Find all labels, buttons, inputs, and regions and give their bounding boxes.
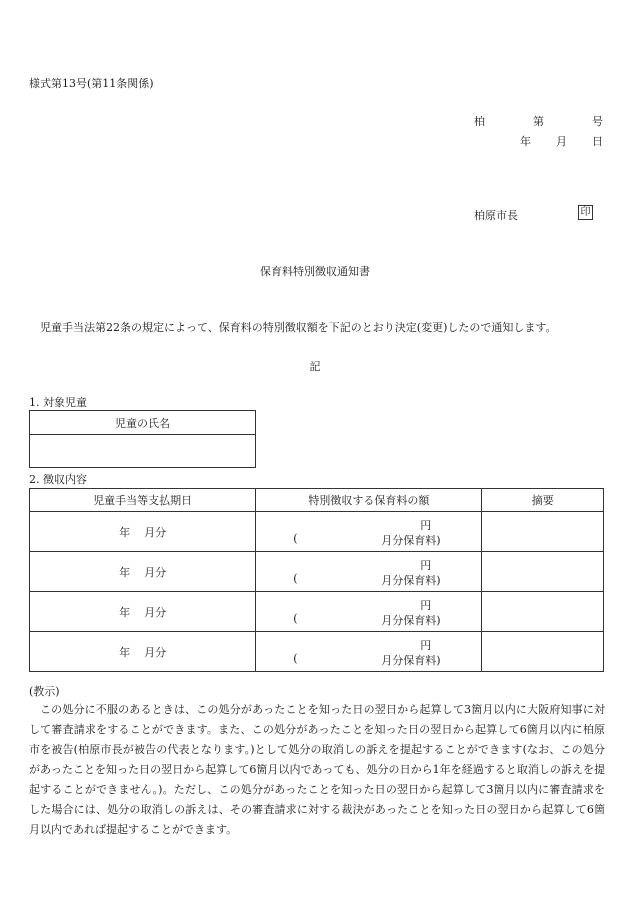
payment-date-header: 児童手当等支払期日 (30, 489, 256, 512)
amount-cell[interactable] (256, 512, 482, 552)
seal-stamp-box: 印 (578, 205, 593, 220)
remarks-cell[interactable] (482, 512, 604, 552)
remarks-cell[interactable] (482, 592, 604, 632)
yen-label: 円 (420, 639, 432, 652)
yen-label: 円 (420, 599, 432, 612)
child-name-header: 児童の氏名 (30, 411, 256, 435)
yen-label: 円 (420, 519, 432, 532)
payment-date-cell[interactable] (30, 512, 256, 552)
fee-month-label: 月分保育料) (381, 534, 441, 547)
amount-header: 特別徴収する保育料の額 (256, 489, 482, 512)
issuer-name: 柏原市長 (474, 209, 518, 222)
payment-date-cell[interactable] (30, 592, 256, 632)
body-text: 児童手当法第22条の規定によって、保育料の特別徴収額を下記のとおり決定(変更)したので通知します。 (40, 321, 557, 334)
fee-month-label: 月分保育料) (381, 654, 441, 667)
month-label: 月分 (144, 525, 167, 539)
year-label: 年 (119, 605, 131, 619)
doc-number-go: 号 (592, 115, 603, 128)
year-label: 年 (119, 525, 131, 539)
remarks-header: 摘要 (482, 489, 604, 512)
month-label: 月分 (144, 645, 167, 659)
fee-month-label: 月分保育料) (381, 614, 441, 627)
table-row (30, 512, 604, 552)
table-row (30, 552, 604, 592)
payment-date-cell[interactable] (30, 552, 256, 592)
notes-body: この処分に不服のあるときは、この処分があったことを知った日の翌日から起算して3箇月以内に大阪府知事に対して審査請求をすることができます。また、この処分があったことを知った日の翌日から起算して6箇月以内に柏原市を被告(柏原市長が被告の代表となります。)として処分の取消しの訴えを提起することができます(なお、この処分があったことを知った日の翌日から起算して6箇月以内であっても、処分の日から1年を経過すると取消しの訴えを提起することができません。)。ただし、この処分があったことを知った日の翌日から起算して3箇月以内に審査請求をした場合には、処分の取消しの訴えは、その審査請求に対する裁決があったことを知った日の翌日から起算して6箇月以内であれば提起することができます。 (29, 703, 605, 836)
month-label: 月分 (144, 565, 167, 579)
remarks-cell[interactable] (482, 552, 604, 592)
fee-month-label: 月分保育料) (381, 574, 441, 587)
ki-marker: 記 (309, 360, 321, 373)
date-day: 日 (592, 135, 603, 148)
section1-heading: 1. 対象児童 (29, 396, 87, 409)
doc-number-prefix: 柏 (474, 115, 485, 128)
open-paren: ( (293, 572, 298, 585)
section2-heading: 2. 徴収内容 (29, 473, 87, 486)
doc-number-dai: 第 (533, 115, 544, 128)
date-year: 年 (520, 135, 531, 148)
document-title: 保育料特別徴収通知書 (260, 265, 370, 278)
open-paren: ( (293, 652, 298, 665)
child-name-cell[interactable] (30, 435, 256, 468)
year-label: 年 (119, 565, 131, 579)
year-label: 年 (119, 645, 131, 659)
yen-label: 円 (420, 559, 432, 572)
form-number: 様式第13号(第11条関係) (29, 77, 154, 90)
payment-date-cell[interactable] (30, 632, 256, 672)
table-row (30, 592, 604, 632)
amount-cell[interactable] (256, 592, 482, 632)
amount-cell[interactable] (256, 632, 482, 672)
target-child-table (29, 410, 256, 468)
open-paren: ( (293, 612, 298, 625)
remarks-cell[interactable] (482, 632, 604, 672)
notes-heading: (教示) (29, 685, 60, 698)
month-label: 月分 (144, 605, 167, 619)
open-paren: ( (293, 532, 298, 545)
date-month: 月 (556, 135, 567, 148)
amount-cell[interactable] (256, 552, 482, 592)
collection-table (29, 488, 604, 672)
table-row (30, 632, 604, 672)
